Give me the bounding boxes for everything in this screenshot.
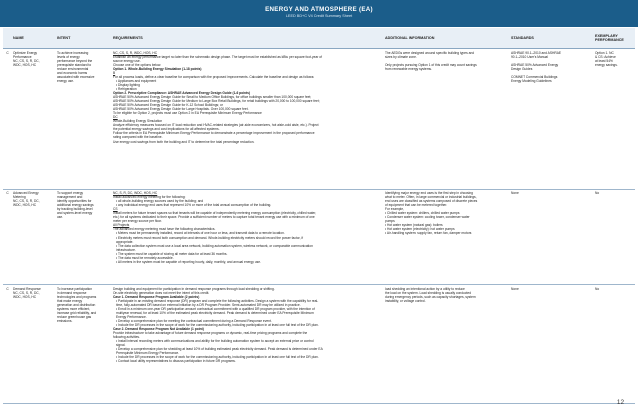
credit-requirements-line: • Refrigeration (116, 86, 137, 91)
credit-requirements-line: Case 2. Demand Response Program Not Available (1 point) (113, 326, 204, 331)
standards-line: ASHRAE 50% Advanced Energy (511, 62, 559, 67)
credit-code: C (3, 49, 11, 190)
additional-information-line: For example, (385, 207, 404, 212)
credit-requirements-line: Analyze efficiency measures focused on IT load reduction and HVAC-related strategies (air-side economizers, hot aisle-cold aisle, etc.). Project (113, 123, 319, 128)
additional-information-line: • Chilled water system: chillers, chilled water pumps (385, 211, 460, 216)
credit-summary-table (3, 28, 635, 404)
standards-line: ASHRAE 90.1–2010 and ASHRAE (511, 50, 562, 55)
additional-information-line: load shedding an intentional action by a utility to reduce (385, 286, 465, 291)
additional-information-line: sizes by climate zone. (385, 54, 417, 59)
credit-requirements-cell (111, 285, 383, 404)
credit-requirements-line: Provide infrastructure to take advantage of future demand response programs or dynamic, real-time pricing programs and complete the (113, 331, 308, 336)
credit-name-line: NC, CS, S, R, DC, (13, 199, 40, 204)
credit-name-line: Optimize Energy (13, 50, 38, 55)
credit-requirements-line: • Contact local utility representatives to discuss participation in future DR programs. (116, 359, 236, 364)
credit-requirements-line: multiyear renewal, for at least 10% of the estimated peak electricity demand. Peak demand is determined under EA Prerequisite Minimum (116, 310, 314, 315)
credit-requirements-line: appropriate. (116, 239, 134, 244)
credit-requirements-line: Prerequisite Minimum Energy Performance. (116, 351, 180, 356)
credit-requirements-line: DC (113, 115, 118, 120)
additional-information-line: end uses are classified as systems composed of discrete pieces (385, 199, 478, 204)
credit-requirements-cell (111, 49, 383, 190)
credit-intent-line: associated with excessive (57, 74, 95, 79)
additional-information-line: Only projects pursuing Option 1 of this credit may count savings (385, 62, 477, 67)
credit-intent-line: energy use. (57, 78, 74, 83)
column-header-exemplary-performance: EXEMPLARY PERFORMANCE (593, 28, 635, 49)
credit-intent-line: levels of energy (57, 54, 80, 59)
additional-information-line: instability, or voltage control. (385, 298, 426, 303)
credit-requirements-line: • Enroll in a minimum one-year DR participation amount contractual commitment with a qualified DR program provider, with the intention of (116, 306, 315, 311)
exemplary-performance-line: No (595, 191, 600, 195)
exemplary-performance-line: No (595, 286, 600, 291)
credit-requirements-line: The advanced energy metering must have the following characteristics. (113, 227, 216, 232)
credit-intent-line: increase grid reliability, and (57, 310, 97, 315)
credit-intent-cell (55, 189, 111, 285)
credit-requirements-line: • The data must be remotely accessible. (116, 255, 174, 260)
credit-requirements-line: • Meters must be permanently installed, record at intervals of one hour or less, and transmit data to a remote location. (116, 231, 285, 236)
credit-intent-line: reduce greenhouse gas (57, 314, 92, 319)
page-number: 12 (616, 399, 624, 406)
credit-intent-line: use. (57, 215, 64, 220)
credit-requirements-line: • Develop a comprehensive plan for shedding at least 10% of building estimated peak electricity demand. Peak demand is determined under EA (116, 347, 323, 352)
credit-intent-line: by tracking building-level (57, 207, 93, 212)
credit-requirements-line: ASHRAE 50% Advanced Energy Design Guide for K-12 School Buildings; or (113, 103, 223, 108)
credit-requirements-line: • any individual energy end uses that represent 10% or more of the total annual consumption of the building. (116, 203, 272, 208)
credit-requirements-line: On-site electricity generation does not meet the intent of this credit. (113, 290, 210, 295)
banner-subtitle: LEED BD+C V4 Credit Summary Sheet (285, 14, 353, 18)
credit-requirements-line: Whole-Building Energy Simulation (113, 119, 163, 124)
credit-intent-line: additional energy savings (57, 203, 94, 208)
credit-requirements-line: • Include the DR processes in the scope of work for the commissioning authority, including participation in at least one full test of the DR plan. (116, 355, 319, 360)
credit-requirements-line: Use energy cost savings from both the building and IT to determine the total percentage reduction. (113, 139, 255, 144)
standards-line: None (511, 286, 519, 291)
credit-requirements-line: infrastructure. (116, 247, 136, 252)
additional-information-line: • Air-handling system: supply fan, return fan, damper motors (385, 231, 472, 236)
credit-intent-cell (55, 49, 111, 190)
credit-requirements-line: Establish an energy performance target no later than the schematic design phase. The target must be established as kBtu per square foot-year of (113, 54, 322, 59)
standards-line: Design Guides (511, 66, 533, 71)
credit-requirements-line: Install advanced energy metering for the following: (113, 195, 186, 200)
additional-information-line: • Hot water system (natural gas): boilers (385, 223, 443, 228)
credit-name-cell (11, 189, 55, 285)
credit-name-line: NC, CS, S, R, DC, (13, 58, 40, 63)
additional-information-line: from renewable energy systems. (385, 66, 432, 71)
credit-requirements-line: meter per energy source per floor. (113, 219, 162, 224)
column-header-requirements: REQUIREMENTS (111, 28, 383, 49)
credit-name-line: WDC, HOS, HC (13, 203, 37, 208)
credit-name-line: Metering (13, 195, 26, 200)
credit-requirements-line: Design building and equipment for participation in demand response programs through load shedding or shifting. (113, 286, 275, 291)
credit-requirements-line: ASHRAE 50% Advanced Energy Design Guide for Small to Medium Office Buildings, for office buildings smaller than 100,000 square feet; (113, 95, 312, 100)
exemplary-performance-line: Option 1. NC (595, 50, 614, 55)
credit-requirements-line: • The system must be capable of storing all meter data for at least 36 months. (116, 251, 228, 256)
credit-intent-line: technologies and programs (57, 294, 97, 299)
additional-information-line: • Condenser water system: cooling tower, condenser water (385, 215, 470, 220)
additional-information-line: of equipment that can be metered together. (385, 203, 448, 208)
credit-requirements-line: • Install interval recording meters with communications and ability for the building automation system to accept an external price or control (116, 339, 314, 344)
credit-intent-line: systems more efficient, (57, 306, 91, 311)
credit-requirements-line: etc.) for all systems dedicated to their space. Provide a sufficient number of meters to capture total tenant energy use with a minimum of one (113, 215, 315, 220)
credit-name-line: WDC, HOS, HC (13, 294, 37, 299)
credit-requirements-line: • Participate in an existing demand response (DR) program and complete the following activities. Design a system with the capability for real- (116, 298, 319, 303)
credit-code: C (3, 285, 11, 404)
table-row (3, 189, 635, 285)
additional-information-line: during emergency periods, such as capacity shortages, system (385, 294, 476, 299)
credit-name-line: Demand Response (13, 286, 41, 291)
credit-requirements-line: To be eligible for Option 2, projects must use Option 2 in EA Prerequisite Minimum Energy Performance (113, 111, 262, 116)
credit-requirements-line: • Include the DR processes in the scope of work for the commissioning authority, including participation in at least one full test of the DR plan. (116, 322, 319, 327)
table-row (3, 49, 635, 190)
standards-line: None (511, 191, 519, 195)
column-header-intent: INTENT (55, 28, 111, 49)
column-header-additional-information: ADDITIONAL INFORMATION (383, 28, 509, 49)
credit-requirements-line: All Projects (113, 223, 130, 228)
column-header-name: NAME (11, 28, 55, 49)
credit-intent-line: To increase participation (57, 286, 93, 291)
credit-requirements-line: For all process loads, define a clear baseline for comparison with the proposed improvements. Calculate the baseline and design as follows: (113, 74, 315, 79)
credit-intent-line: identify opportunities for (57, 199, 92, 204)
credit-requirements-line: • The data collection system must use a local area network, building automation system, wireless network, or comparable communication (116, 243, 313, 248)
credit-requirements-line: the potential energy savings and cost implications for all affected systems. (113, 127, 220, 132)
additional-information-line: Identifying major energy end uses is the first step in choosing (385, 191, 473, 195)
credit-intent-line: To support energy (57, 191, 84, 195)
credit-name-cell (11, 285, 55, 404)
credit-intent-line: that make energy (57, 298, 83, 303)
credit-intent-line: performance beyond the (57, 58, 93, 63)
credit-requirements-line: time, fully-automated DR based on external initiation by a DR Program Provider. Semi-automated DR may be utilized in practice. (116, 302, 301, 307)
credit-requirements-line: rating compared with the baseline. (113, 135, 163, 140)
credit-requirements-line: • all whole-building energy sources used by the building; and (116, 199, 204, 204)
additional-information-line: The AEDGs were designed around specific building types and (385, 50, 475, 55)
banner-title: ENERGY AND ATMOSPHERE (EA) (265, 6, 373, 13)
additional-information-cell (383, 189, 509, 285)
credit-requirements-line: Energy Performance. (116, 314, 147, 319)
additional-information-cell (383, 285, 509, 404)
credit-requirements-line: • Develop a comprehensive plan for meeting the contractual commitment during a Demand Response event. (116, 318, 272, 323)
credit-requirements-line: NC, CS, S, R, WDC, HOS, HC (113, 50, 158, 55)
credit-name-line: WDC, HOS, HC (13, 62, 37, 67)
additional-information-line: what to meter. Often, in large commercial or industrial buildings, (385, 195, 477, 200)
credit-requirements-line: B (113, 70, 116, 75)
credit-requirements-line: • Electricity meters must record both consumption and demand. Whole-building electricity meters should record the power factor, if (116, 235, 304, 240)
credit-name-cell (11, 49, 55, 190)
exemplary-performance-cell (593, 189, 635, 285)
standards-cell (509, 285, 593, 404)
credit-requirements-line: ASHRAE 50% Advanced Energy Design Guide for Medium to Large Box Retail Buildings, for retail buildings with 20,000 to 100,000 square feet; (113, 99, 320, 104)
credit-requirements-line: • Appliances and equipment (116, 78, 157, 83)
credit-requirements-line: Install meters for future tenant spaces so that tenants will be capable of independently metering energy consumption (electricity, chilled water, (113, 211, 317, 216)
credit-requirements-line: • All meters in the system must be capable of reporting hourly, daily, monthly, and annual energy use. (116, 259, 261, 264)
credit-requirements-line: source energy use. (113, 58, 141, 63)
exemplary-performance-cell (593, 285, 635, 404)
credit-requirements-line: Choose one of the options below. (113, 62, 162, 67)
exemplary-performance-line: energy savings. (595, 62, 618, 67)
credit-requirements-line: following activities. (113, 335, 140, 340)
column-header-standards: STANDARDS (509, 28, 593, 49)
credit-requirements-line: ASHRAE 50% Advanced Energy Design Guide for Large Hospitals. Over 100,000 square feet. (113, 107, 249, 112)
credit-requirements-line: Follow the criteria in EA Prerequisite Minimum Energy Performance to demonstrate a percentage improvement in the proposed performance (113, 131, 315, 136)
exemplary-performance-cell (593, 49, 635, 190)
credit-intent-line: and system-level energy (57, 211, 93, 216)
exemplary-performance-line: at least 54% (595, 58, 613, 63)
credit-requirements-line: signal. (116, 343, 126, 348)
credit-intent-line: To achieve increasing (57, 50, 89, 55)
standards-line: COMNET Commercial Buildings (511, 74, 558, 79)
exemplary-performance-line: & CS: Achieve (595, 54, 616, 59)
credit-code: C (3, 189, 11, 285)
credit-intent-line: generation and distribution (57, 302, 96, 307)
credit-intent-line: reduce environmental (57, 66, 89, 71)
standards-cell (509, 189, 593, 285)
standards-line: Energy Modeling Guidelines (511, 78, 552, 83)
additional-information-line: the load on the system. Load shedding is usually conducted (385, 290, 472, 295)
credit-intent-line: prerequisite standard to (57, 62, 92, 67)
credit-requirements-line: Option 2. Prescriptive Compliance: ASHRAE Advanced Energy Design Guide (1-6 points) (113, 90, 251, 95)
credit-intent-cell (55, 285, 111, 404)
page-banner (0, 0, 638, 27)
credit-requirements-line: NC, S, R, DC, WDC, HOS, HC (113, 191, 158, 195)
credit-name-line: NC, CS, S, R, DC, (13, 290, 40, 295)
credit-requirements-line: CS (113, 207, 118, 212)
table-header-row (3, 28, 635, 49)
credit-intent-line: and economic harms (57, 70, 88, 75)
table-row (3, 285, 635, 404)
credit-requirements-line: Case 1. Demand Response Program Available (2 points) (113, 294, 200, 299)
credit-intent-line: management and (57, 195, 83, 200)
column-header-code (3, 28, 11, 49)
credit-requirements-line: Option 1. Whole-Building Energy Simulation (1-18 points) (113, 66, 202, 71)
credit-name-line: Performance (13, 54, 32, 59)
credit-intent-line: emissions. (57, 318, 73, 323)
additional-information-line: pumps (385, 219, 395, 224)
additional-information-line: • Hot water system (electricity): hot water pumps (385, 227, 455, 232)
additional-information-cell (383, 49, 509, 190)
credit-name-line: Advanced Energy (13, 191, 39, 195)
credit-requirements-line: • Display lighting (116, 82, 140, 87)
credit-requirements-cell (111, 189, 383, 285)
standards-line: 90.1–2010 User's Manual (511, 54, 548, 59)
standards-cell (509, 49, 593, 190)
credit-intent-line: in demand response (57, 290, 87, 295)
